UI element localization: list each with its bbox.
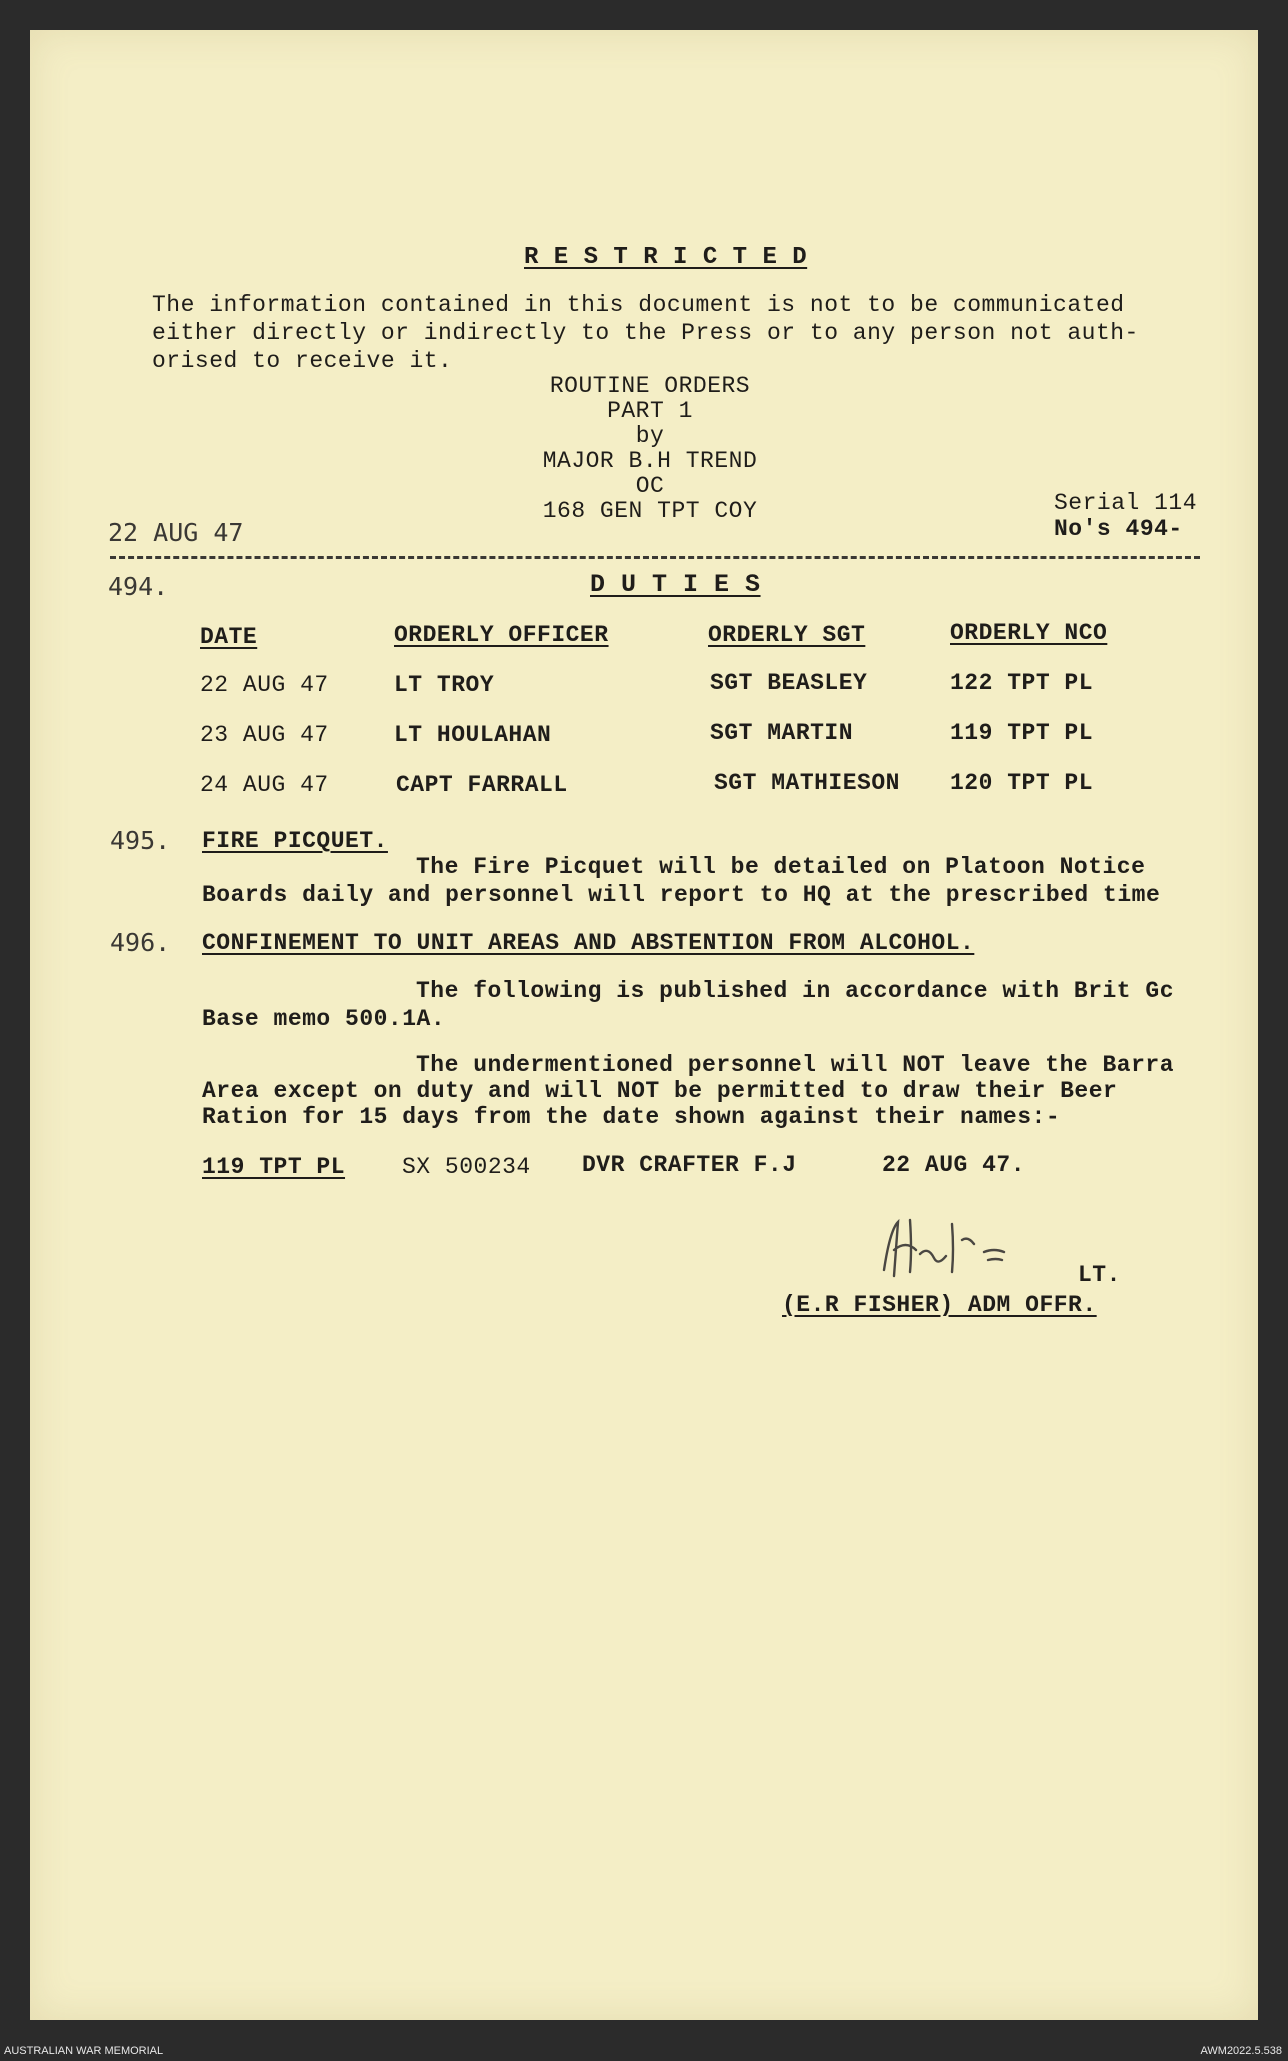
title-line: PART 1 <box>607 398 693 424</box>
column-header-date: DATE <box>200 624 258 650</box>
confinement-heading: CONFINEMENT TO UNIT AREAS AND ABSTENTION FROM ALCOHOL. <box>202 930 975 956</box>
confinement-text: Area except on duty and will NOT be permitted to draw their Beer <box>202 1078 1118 1104</box>
signature-name: (E.R FISHER) ADM OFFR. <box>782 1292 1097 1318</box>
footer-source: AUSTRALIAN WAR MEMORIAL <box>4 2045 164 2057</box>
table-cell: 120 TPT PL <box>950 770 1094 796</box>
order-numbers: No's 494- <box>1054 516 1183 542</box>
table-cell: SGT MATHIESON <box>714 770 900 796</box>
fire-picquet-text: The Fire Picquet will be detailed on Platoon Notice <box>416 854 1146 880</box>
confinement-text: The following is published in accordance with Brit Gc <box>416 978 1175 1004</box>
table-cell: SGT MARTIN <box>710 720 854 746</box>
confinement-text: Ration for 15 days from the date shown against their names:- <box>202 1104 1061 1130</box>
title-line: 168 GEN TPT COY <box>542 498 758 524</box>
title-block <box>500 374 800 524</box>
signature-rank: LT. <box>1078 1262 1121 1288</box>
fire-picquet-heading: FIRE PICQUET. <box>202 828 388 854</box>
divider-line <box>110 556 1200 559</box>
fire-picquet-text: Boards daily and personnel will report to HQ at the prescribed time <box>202 882 1161 908</box>
order-number-494: 494. <box>108 572 169 601</box>
title-line: ROUTINE ORDERS <box>549 373 751 399</box>
title-line: MAJOR B.H TREND <box>542 448 758 474</box>
signature-scrawl <box>876 1210 1076 1290</box>
footer-reference: AWM2022.5.538 <box>1200 2045 1282 2057</box>
column-header-officer: ORDERLY OFFICER <box>394 622 609 648</box>
entry-service-number: SX 500234 <box>402 1154 531 1180</box>
table-cell: LT HOULAHAN <box>394 722 552 748</box>
warning-line-2: either directly or indirectly to the Press or to any person not auth- <box>152 320 1139 346</box>
title-line: OC <box>635 473 665 499</box>
confinement-text: Base memo 500.1A. <box>202 1006 446 1032</box>
table-cell: 22 AUG 47 <box>200 672 329 698</box>
entry-unit: 119 TPT PL <box>202 1154 346 1180</box>
serial-number: Serial 114 <box>1054 490 1198 516</box>
title-line: by <box>635 423 665 449</box>
table-cell: 122 TPT PL <box>950 670 1094 696</box>
table-cell: 119 TPT PL <box>950 720 1094 746</box>
document-date: 22 AUG 47 <box>108 518 244 547</box>
warning-line-1: The information contained in this document is not to be communicated <box>152 292 1125 318</box>
table-cell: 24 AUG 47 <box>200 772 329 798</box>
table-cell: CAPT FARRALL <box>396 772 568 798</box>
confinement-text: The undermentioned personnel will NOT leave the Barra <box>416 1052 1175 1078</box>
warning-line-3: orised to receive it. <box>152 348 453 374</box>
entry-name: DVR CRAFTER F.J <box>582 1152 797 1178</box>
table-cell: LT TROY <box>394 672 495 698</box>
classification-heading: R E S T R I C T E D <box>524 244 808 271</box>
entry-date: 22 AUG 47. <box>882 1152 1026 1178</box>
order-number-495: 495. <box>110 826 171 855</box>
column-header-nco: ORDERLY NCO <box>950 620 1108 646</box>
document-page <box>30 30 1258 2020</box>
column-header-sgt: ORDERLY SGT <box>708 622 866 648</box>
table-cell: 23 AUG 47 <box>200 722 329 748</box>
order-number-496: 496. <box>110 928 171 957</box>
duties-heading: D U T I E S <box>590 570 761 599</box>
table-cell: SGT BEASLEY <box>710 670 868 696</box>
